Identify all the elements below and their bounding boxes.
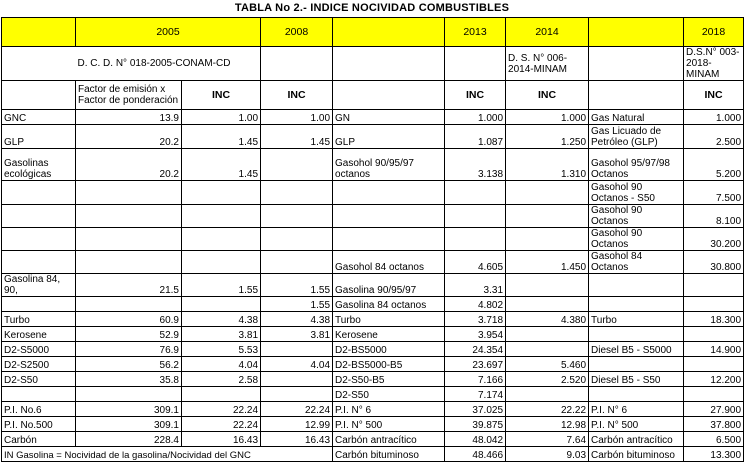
- norm-2018-pad: [589, 47, 684, 81]
- inc-2018: 2.500: [684, 125, 744, 149]
- table-row: [2, 417, 744, 432]
- fuel-2018: [589, 274, 684, 297]
- inc-2014: [506, 181, 589, 205]
- header-fuel-2018: [589, 81, 684, 110]
- inc-2014: [506, 205, 589, 228]
- inc-2014: [506, 297, 589, 312]
- header-inc-2013: INC: [445, 81, 506, 110]
- fuel-2005: D2-S2500: [2, 357, 76, 372]
- table-row: [2, 387, 744, 402]
- year-header-2005-pad: [2, 18, 76, 47]
- inc-2005: 3.81: [182, 327, 261, 342]
- fuel-2018: Turbo: [589, 312, 684, 327]
- inc-2013: 3.31: [445, 274, 506, 297]
- inc-2013: 1.087: [445, 125, 506, 149]
- fuel-2013: [333, 181, 445, 205]
- inc-2018: 8.100: [684, 205, 744, 228]
- fuel-2018: Diesel B5 - S5000: [589, 342, 684, 357]
- inc-2008: 12.99: [261, 417, 333, 432]
- table-row: [2, 274, 744, 297]
- inc-2005: [182, 297, 261, 312]
- table-row: [2, 228, 744, 251]
- inc-2008: 22.24: [261, 402, 333, 417]
- fuel-2013: D2-S50: [333, 387, 445, 402]
- fuel-2013: Carbón antracítico: [333, 432, 445, 447]
- inc-2005: 5.53: [182, 342, 261, 357]
- inc-2005: [182, 228, 261, 251]
- fuel-2013: D2-BS5000: [333, 342, 445, 357]
- inc-2014: 1.310: [506, 149, 589, 181]
- factor-2005: [76, 297, 182, 312]
- inc-2013: 3.138: [445, 149, 506, 181]
- inc-2014: 7.64: [506, 432, 589, 447]
- fuel-2005: P.I. No.6: [2, 402, 76, 417]
- inc-2013: 4.605: [445, 251, 506, 274]
- inc-2013: 4.802: [445, 297, 506, 312]
- year-header-2018: 2018: [684, 18, 744, 47]
- table-row: [2, 205, 744, 228]
- inc-2013: 7.166: [445, 372, 506, 387]
- inc-2005: [182, 181, 261, 205]
- inc-2018: 6.500: [684, 432, 744, 447]
- inc-2013: 3.718: [445, 312, 506, 327]
- inc-2018: [684, 274, 744, 297]
- header-inc-2005: INC: [182, 81, 261, 110]
- inc-2014: 1.450: [506, 251, 589, 274]
- inc-2013: 7.174: [445, 387, 506, 402]
- factor-2005: [76, 181, 182, 205]
- factor-2005: 56.2: [76, 357, 182, 372]
- fuel-2013: Turbo: [333, 312, 445, 327]
- table-row: [2, 327, 744, 342]
- factor-2005: [76, 387, 182, 402]
- inc-2008: [261, 205, 333, 228]
- fuel-2018: Gasohol 90 Octanos - S50: [589, 181, 684, 205]
- fuel-2005: Kerosene: [2, 327, 76, 342]
- header-factor: Factor de emisión x Factor de ponderación: [76, 81, 182, 110]
- footer-inc-2014: 9.03: [506, 447, 589, 462]
- fuel-2018: [589, 297, 684, 312]
- inc-2005: 2.58: [182, 372, 261, 387]
- year-header-2014: 2014: [506, 18, 589, 47]
- inc-2018: [684, 297, 744, 312]
- header-fuel-2013: [333, 81, 445, 110]
- year-header-2008: 2008: [261, 18, 333, 47]
- fuel-2005: [2, 228, 76, 251]
- header-inc-2018: INC: [684, 81, 744, 110]
- footer-fuel-2018: Carbón bituminoso: [589, 447, 684, 462]
- norm-2013-pad: [333, 47, 445, 81]
- fuel-2013: Kerosene: [333, 327, 445, 342]
- inc-2014: [506, 327, 589, 342]
- inc-2008: 4.04: [261, 357, 333, 372]
- inc-2014: [506, 228, 589, 251]
- fuel-2013: Gasolina 90/95/97: [333, 274, 445, 297]
- factor-2005: 13.9: [76, 110, 182, 125]
- footer-inc-2013: 48.466: [445, 447, 506, 462]
- inc-2008: [261, 149, 333, 181]
- fuel-2005: [2, 297, 76, 312]
- inc-2008: [261, 387, 333, 402]
- fuel-2018: Gas Licuado de Petróleo (GLP): [589, 125, 684, 149]
- footer-note: IN Gasolina = Nocividad de la gasolina/Nocividad del GNC: [2, 447, 333, 462]
- inc-2013: 3.954: [445, 327, 506, 342]
- fuel-2018: [589, 327, 684, 342]
- header-fuel-2005: [2, 81, 76, 110]
- fuel-2013: Gasohol 84 octanos: [333, 251, 445, 274]
- fuel-2018: Diesel B5 - S50: [589, 372, 684, 387]
- fuel-2018: Gasohol 84 Octanos: [589, 251, 684, 274]
- inc-2014: 12.98: [506, 417, 589, 432]
- table-row: [2, 372, 744, 387]
- fuel-2013: GLP: [333, 125, 445, 149]
- inc-2005: [182, 387, 261, 402]
- fuel-2005: Gasolinas ecológicas: [2, 149, 76, 181]
- factor-2005: [76, 251, 182, 274]
- table-row: [2, 357, 744, 372]
- table-row: [2, 149, 744, 181]
- inc-2018: 5.200: [684, 149, 744, 181]
- fuel-2018: Gasohol 90 Octanos: [589, 228, 684, 251]
- inc-2005: [182, 205, 261, 228]
- fuel-2013: [333, 205, 445, 228]
- table-row: [2, 125, 744, 149]
- table-row: [2, 181, 744, 205]
- factor-2005: 20.2: [76, 149, 182, 181]
- footer-fuel-2013: Carbón bituminoso: [333, 447, 445, 462]
- factor-2005: 20.2: [76, 125, 182, 149]
- inc-2014: 1.000: [506, 110, 589, 125]
- fuel-2005: D2-S50: [2, 372, 76, 387]
- fuel-2018: [589, 387, 684, 402]
- factor-2005: 228.4: [76, 432, 182, 447]
- table-row: [2, 110, 744, 125]
- inc-2008: 4.38: [261, 312, 333, 327]
- fuel-2005: [2, 181, 76, 205]
- inc-2018: 27.900: [684, 402, 744, 417]
- table-row: [2, 342, 744, 357]
- inc-2013: 24.354: [445, 342, 506, 357]
- header-inc-2008: INC: [261, 81, 333, 110]
- inc-2005: 4.38: [182, 312, 261, 327]
- inc-2013: 23.697: [445, 357, 506, 372]
- year-header-2013: 2013: [445, 18, 506, 47]
- inc-2008: 1.45: [261, 125, 333, 149]
- inc-2005: [182, 251, 261, 274]
- year-header-2018-pad: [589, 18, 684, 47]
- year-header-2013-pad: [333, 18, 445, 47]
- fuel-2005: [2, 205, 76, 228]
- inc-2018: 18.300: [684, 312, 744, 327]
- fuel-2013: D2-BS5000-B5: [333, 357, 445, 372]
- fuel-2005: Turbo: [2, 312, 76, 327]
- table-row: [2, 251, 744, 274]
- fuel-2013: P.I. N° 500: [333, 417, 445, 432]
- inc-2013: 1.000: [445, 110, 506, 125]
- inc-2005: 1.45: [182, 125, 261, 149]
- inc-2013: [445, 228, 506, 251]
- fuel-2005: P.I. No.500: [2, 417, 76, 432]
- table-title: TABLA No 2.- INDICE NOCIVIDAD COMBUSTIBLES: [234, 2, 510, 14]
- fuel-2018: P.I. N° 6: [589, 402, 684, 417]
- inc-2005: 4.04: [182, 357, 261, 372]
- fuel-2018: Gas Natural: [589, 110, 684, 125]
- fuel-2005: GNC: [2, 110, 76, 125]
- inc-2018: 30.800: [684, 251, 744, 274]
- fuel-2005: D2-S5000: [2, 342, 76, 357]
- inc-2013: 39.875: [445, 417, 506, 432]
- inc-2018: [684, 357, 744, 372]
- fuel-2005: Gasolina 84, 90,: [2, 274, 76, 297]
- fuel-2013: P.I. N° 6: [333, 402, 445, 417]
- inc-2005: 1.55: [182, 274, 261, 297]
- factor-2005: [76, 205, 182, 228]
- fuel-2018: Gasohol 95/97/98 Octanos: [589, 149, 684, 181]
- fuel-2005: GLP: [2, 125, 76, 149]
- factor-2005: 21.5: [76, 274, 182, 297]
- fuel-2018: P.I. N° 500: [589, 417, 684, 432]
- inc-2008: [261, 251, 333, 274]
- inc-2018: 30.200: [684, 228, 744, 251]
- inc-2014: [506, 342, 589, 357]
- inc-2008: 3.81: [261, 327, 333, 342]
- fuel-2018: [589, 357, 684, 372]
- fuel-harmfulness-table: [1, 17, 744, 462]
- fuel-2018: Gasohol 90 Octanos: [589, 205, 684, 228]
- norm-2005: D. C. D. N° 018-2005-CONAM-CD: [76, 47, 261, 81]
- inc-2013: [445, 181, 506, 205]
- table-row: [2, 402, 744, 417]
- inc-2014: 5.460: [506, 357, 589, 372]
- inc-2013: 48.042: [445, 432, 506, 447]
- inc-2005: 16.43: [182, 432, 261, 447]
- factor-2005: 60.9: [76, 312, 182, 327]
- norm-2008: [261, 47, 333, 81]
- fuel-2013: Gasohol 90/95/97 octanos: [333, 149, 445, 181]
- fuel-2013: GN: [333, 110, 445, 125]
- fuel-2013: D2-S50-B5: [333, 372, 445, 387]
- inc-2005: 22.24: [182, 417, 261, 432]
- inc-2018: 7.500: [684, 181, 744, 205]
- factor-2005: 309.1: [76, 417, 182, 432]
- inc-2013: [445, 205, 506, 228]
- factor-2005: 52.9: [76, 327, 182, 342]
- inc-2018: [684, 387, 744, 402]
- inc-2014: 2.520: [506, 372, 589, 387]
- inc-2014: [506, 387, 589, 402]
- inc-2008: [261, 228, 333, 251]
- inc-2013: 37.025: [445, 402, 506, 417]
- inc-2014: 1.250: [506, 125, 589, 149]
- norm-2014: D. S. N° 006-2014-MINAM: [506, 47, 589, 81]
- inc-2014: 22.22: [506, 402, 589, 417]
- inc-2014: [506, 274, 589, 297]
- norm-2018: D.S.N° 003-2018-MINAM: [684, 47, 744, 81]
- inc-2008: 1.00: [261, 110, 333, 125]
- inc-2005: 1.00: [182, 110, 261, 125]
- inc-2005: 1.45: [182, 149, 261, 181]
- inc-2018: 37.800: [684, 417, 744, 432]
- fuel-2005: [2, 387, 76, 402]
- fuel-2005: [2, 251, 76, 274]
- inc-2018: 12.200: [684, 372, 744, 387]
- norm-2013: [445, 47, 506, 81]
- factor-2005: 309.1: [76, 402, 182, 417]
- fuel-2013: Gasolina 84 octanos: [333, 297, 445, 312]
- table-row: [2, 297, 744, 312]
- inc-2018: 14.900: [684, 342, 744, 357]
- inc-2014: 4.380: [506, 312, 589, 327]
- inc-2008: [261, 372, 333, 387]
- fuel-2013: [333, 228, 445, 251]
- header-inc-2014: INC: [506, 81, 589, 110]
- fuel-2005: Carbón: [2, 432, 76, 447]
- inc-2008: 1.55: [261, 274, 333, 297]
- inc-2018: [684, 327, 744, 342]
- inc-2008: 16.43: [261, 432, 333, 447]
- inc-2008: 1.55: [261, 297, 333, 312]
- inc-2008: [261, 181, 333, 205]
- inc-2005: 22.24: [182, 402, 261, 417]
- fuel-2018: Carbón antracítico: [589, 432, 684, 447]
- inc-2008: [261, 342, 333, 357]
- footer-inc-2018: 13.300: [684, 447, 744, 462]
- inc-2018: 1.000: [684, 110, 744, 125]
- factor-2005: [76, 228, 182, 251]
- factor-2005: 35.8: [76, 372, 182, 387]
- table-row: [2, 312, 744, 327]
- factor-2005: 76.9: [76, 342, 182, 357]
- table-row: [2, 432, 744, 447]
- year-header-2005: 2005: [76, 18, 261, 47]
- norm-2005-pad: [2, 47, 76, 81]
